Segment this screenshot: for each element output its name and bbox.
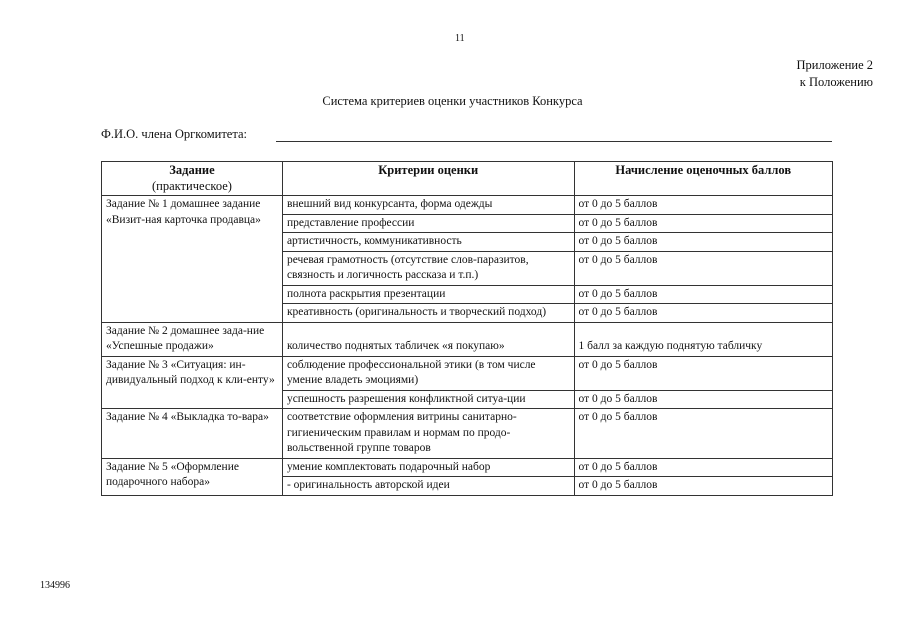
- points-cell: от 0 до 5 баллов: [574, 356, 833, 390]
- task-2-name: Задание № 2 домашнее зада-ние «Успешные продажи»: [102, 322, 283, 356]
- page-number: 11: [455, 33, 465, 44]
- table-row: [102, 196, 833, 215]
- header-task-label: Задание: [169, 163, 215, 177]
- table-row: [102, 322, 833, 356]
- appendix-reference: [797, 57, 873, 91]
- table-row: [102, 409, 833, 459]
- fio-label: Ф.И.О. члена Оргкомитета:: [101, 127, 247, 141]
- points-cell: от 0 до 5 баллов: [574, 214, 833, 233]
- document-code: 134996: [40, 580, 70, 591]
- header-points: Начисление оценочных баллов: [574, 162, 833, 196]
- criterion-cell: полнота раскрытия презентации: [282, 285, 574, 304]
- points-cell: от 0 до 5 баллов: [574, 390, 833, 409]
- criterion-cell: речевая грамотность (отсутствие слов-паразитов, связность и логичность рассказа и т.п.): [282, 251, 574, 285]
- header-criteria: Критерии оценки: [282, 162, 574, 196]
- appendix-line-2: к Положению: [799, 75, 873, 89]
- task-4-name: Задание № 4 «Выкладка то-вара»: [102, 409, 283, 459]
- points-cell: от 0 до 5 баллов: [574, 196, 833, 215]
- points-cell: от 0 до 5 баллов: [574, 477, 833, 496]
- points-cell: 1 балл за каждую поднятую табличку: [574, 322, 833, 356]
- criterion-cell: представление профессии: [282, 214, 574, 233]
- points-cell: от 0 до 5 баллов: [574, 251, 833, 285]
- task-5-name: Задание № 5 «Оформление подарочного набора»: [102, 458, 283, 495]
- header-task: [102, 162, 283, 196]
- appendix-line-1: Приложение 2: [796, 58, 873, 72]
- points-cell: от 0 до 5 баллов: [574, 233, 833, 252]
- criterion-cell: артистичность, коммуникативность: [282, 233, 574, 252]
- table-header-row: [102, 162, 833, 196]
- criterion-cell: соответствие оформления витрины санитарно-гигиеническим правилам и нормам по продо-вольственной группе товаров: [282, 409, 574, 459]
- table-row: [102, 356, 833, 390]
- header-task-sub: (практическое): [151, 178, 232, 193]
- criterion-cell: соблюдение профессиональной этики (в том числе умение владеть эмоциями): [282, 356, 574, 390]
- task-1-name: Задание № 1 домашнее задание «Визит-ная карточка продавца»: [102, 196, 283, 323]
- table-row: [102, 458, 833, 477]
- points-cell: от 0 до 5 баллов: [574, 458, 833, 477]
- points-cell: от 0 до 5 баллов: [574, 409, 833, 459]
- task-3-name: Задание № 3 «Ситуация: ин-дивидуальный подход к кли-енту»: [102, 356, 283, 409]
- criterion-cell: внешний вид конкурсанта, форма одежды: [282, 196, 574, 215]
- criterion-cell: успешность разрешения конфликтной ситуа-ции: [282, 390, 574, 409]
- fio-blank-line: [276, 141, 832, 142]
- criterion-cell: - оригинальность авторской идеи: [282, 477, 574, 496]
- criterion-cell: умение комплектовать подарочный набор: [282, 458, 574, 477]
- criterion-cell: количество поднятых табличек «я покупаю»: [282, 322, 574, 356]
- criterion-cell: креативность (оригинальность и творческий подход): [282, 304, 574, 323]
- criteria-table: [101, 161, 833, 496]
- points-cell: от 0 до 5 баллов: [574, 285, 833, 304]
- points-cell: от 0 до 5 баллов: [574, 304, 833, 323]
- document-title: Система критериев оценки участников Конкурса: [322, 94, 583, 108]
